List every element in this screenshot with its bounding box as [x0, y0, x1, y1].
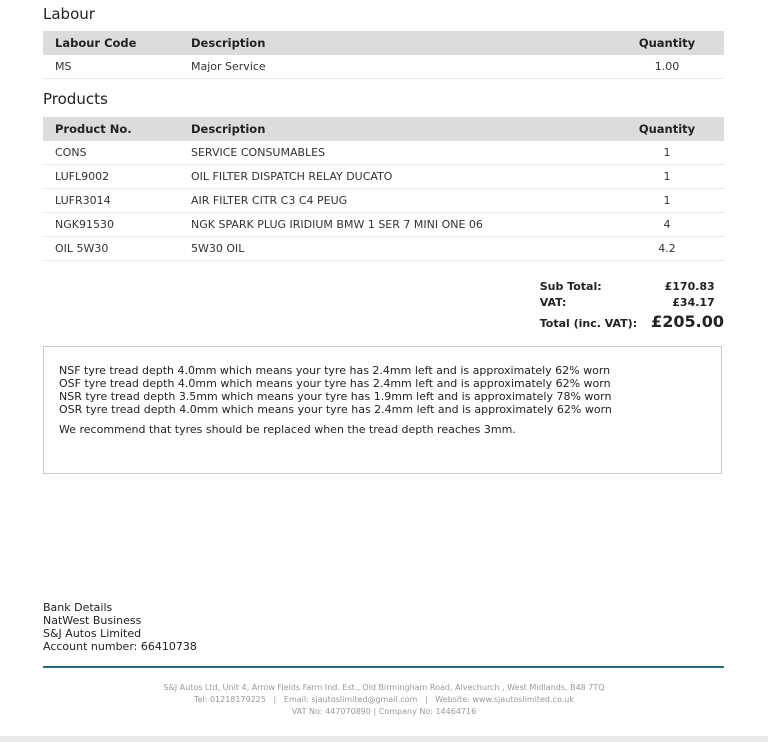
tyre-tread-notes: [43, 346, 722, 474]
product-no: OIL 5W30: [43, 237, 179, 261]
grand-total-value: £205.00: [651, 312, 724, 331]
table-row: [43, 213, 724, 237]
product-description: 5W30 OIL: [179, 237, 610, 261]
labour-heading: Labour: [43, 5, 95, 23]
labour-code-header: Labour Code: [43, 31, 179, 55]
products-heading: Products: [43, 90, 108, 108]
table-row: [43, 189, 724, 213]
footer-registration: VAT No: 447070890 | Company No: 14464716: [291, 707, 477, 716]
products-header-row: [43, 117, 724, 141]
totals-block: [540, 280, 724, 334]
labour-quantity-header: Quantity: [610, 31, 724, 55]
company-footer: [0, 682, 768, 718]
sub-total-value: £170.83: [664, 280, 715, 293]
table-row: [43, 141, 724, 165]
labour-table: [43, 31, 724, 79]
labour-description-header: Description: [179, 31, 610, 55]
product-no: CONS: [43, 141, 179, 165]
sub-total-label: Sub Total:: [539, 280, 602, 293]
product-no: LUFR3014: [43, 189, 179, 213]
product-quantity-header: Quantity: [610, 117, 724, 141]
sub-total-row: [540, 280, 715, 296]
product-no-header: Product No.: [43, 117, 179, 141]
bank-details: [43, 601, 197, 653]
table-row: [43, 165, 724, 189]
product-quantity: 1: [610, 189, 724, 213]
bank-name: NatWest Business: [43, 614, 142, 627]
page-bottom-bar: [0, 736, 768, 742]
product-description: NGK SPARK PLUG IRIDIUM BMW 1 SER 7 MINI ONE 06: [179, 213, 610, 237]
tyre-note-nsr: NSR tyre tread depth 3.5mm which means your tyre has 1.9mm left and is approximately 78% worn: [59, 390, 612, 403]
product-description: AIR FILTER CITR C3 C4 PEUG: [179, 189, 610, 213]
product-no: NGK91530: [43, 213, 179, 237]
table-row: [43, 237, 724, 261]
product-description: SERVICE CONSUMABLES: [179, 141, 610, 165]
footer-address: S&J Autos Ltd, Unit 4, Arrow Fields Farm Ind. Est., Old Birmingham Road, Alvechurch , West Midlands, B48 7TQ: [163, 683, 605, 692]
products-table: [43, 117, 724, 261]
labour-description: Major Service: [179, 55, 610, 79]
footer-contact: Tel: 01218179225 | Email: sjautoslimited@gmail.com | Website: www.sjautoslimited.co.uk: [194, 695, 574, 704]
product-no: LUFL9002: [43, 165, 179, 189]
vat-row: [540, 296, 715, 312]
product-quantity: 4: [610, 213, 724, 237]
grand-total-row: [540, 312, 724, 334]
labour-quantity: 1.00: [610, 55, 724, 79]
product-quantity: 4.2: [610, 237, 724, 261]
labour-header-row: [43, 31, 724, 55]
vat-value: £34.17: [672, 296, 715, 309]
account-name: S&J Autos Limited: [43, 627, 142, 640]
footer-divider: [43, 666, 724, 668]
tyre-note-nsf: NSF tyre tread depth 4.0mm which means your tyre has 2.4mm left and is approximately 62% worn: [59, 364, 611, 377]
product-quantity: 1: [610, 165, 724, 189]
grand-total-label: Total (inc. VAT):: [539, 317, 638, 330]
product-quantity: 1: [610, 141, 724, 165]
product-description-header: Description: [179, 117, 610, 141]
vat-label: VAT:: [539, 296, 567, 309]
table-row: [43, 55, 724, 79]
tyre-note-osf: OSF tyre tread depth 4.0mm which means your tyre has 2.4mm left and is approximately 62% worn: [59, 377, 611, 390]
account-number: Account number: 66410738: [43, 640, 197, 653]
labour-code: MS: [43, 55, 179, 79]
tyre-note-osr: OSR tyre tread depth 4.0mm which means your tyre has 2.4mm left and is approximately 62% worn: [59, 403, 612, 416]
bank-details-heading: Bank Details: [43, 601, 113, 614]
tyre-recommendation: We recommend that tyres should be replaced when the tread depth reaches 3mm.: [59, 423, 516, 436]
product-description: OIL FILTER DISPATCH RELAY DUCATO: [179, 165, 610, 189]
